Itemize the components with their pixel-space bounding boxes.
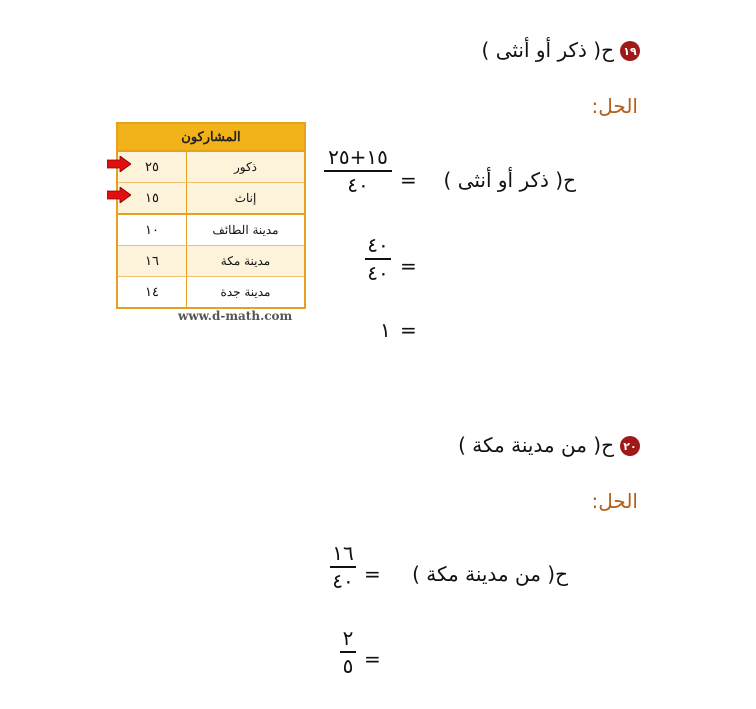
question-19-heading: ح( ذكر أو أنثى ) [481, 38, 614, 62]
q20-step2-fraction [340, 627, 356, 677]
table-cell-label: مدينة الطائف [212, 223, 279, 237]
fraction-numerator: ٢ [342, 626, 354, 650]
table-row [118, 152, 304, 183]
fraction-bar [340, 651, 356, 653]
fraction-denominator: ٥ [342, 654, 354, 678]
fraction-numerator: ١٦ [332, 541, 354, 565]
fraction-denominator: ٤٠ [347, 173, 369, 197]
q19-step1-fraction [324, 146, 392, 196]
participants-table [116, 122, 306, 309]
table-cell-value: ١٦ [118, 246, 187, 276]
question-20-solution-label: الحل: [591, 489, 638, 513]
fraction-bar [365, 258, 391, 260]
table-cell-label: مدينة جدة [220, 285, 271, 299]
equals-sign: = [364, 647, 381, 671]
q19-step2-fraction [365, 234, 391, 284]
table-row [118, 246, 304, 277]
question-20-number-badge: ٢٠ [620, 436, 640, 456]
fraction-numerator: ١٥+٢٥ [328, 145, 388, 169]
table-cell-label: ذكور [233, 160, 258, 174]
fraction-denominator: ٤٠ [367, 261, 389, 285]
equals-sign: = [400, 254, 417, 278]
table-row [118, 277, 304, 307]
participants-table-header: المشاركون [118, 124, 304, 152]
table-row [118, 183, 304, 215]
question-20-heading: ح( من مدينة مكة ) [458, 433, 614, 457]
fraction-bar [324, 170, 392, 172]
fraction-denominator: ٤٠ [332, 569, 354, 593]
q19-step3-value: ١ [380, 318, 391, 342]
table-row [118, 215, 304, 246]
right-arrow-icon [107, 187, 131, 203]
table-cell-label: إناث [234, 191, 257, 205]
source-url: www.d-math.com [178, 309, 293, 323]
table-cell-value: ١٤ [118, 277, 187, 307]
table-cell-value: ٢٥ [118, 152, 187, 182]
equals-sign: = [400, 318, 417, 342]
table-cell-label: مدينة مكة [220, 254, 271, 268]
q20-step1-fraction [330, 542, 356, 592]
table-cell-value: ١٠ [118, 215, 187, 245]
fraction-numerator: ٤٠ [367, 233, 389, 257]
table-cell-value: ١٥ [118, 183, 187, 213]
right-arrow-icon [107, 156, 131, 172]
equals-sign: = [400, 168, 417, 192]
question-19-solution-label: الحل: [591, 94, 638, 118]
q19-step1-lhs: ح( ذكر أو أنثى ) [443, 168, 576, 192]
fraction-bar [330, 566, 356, 568]
equals-sign: = [364, 562, 381, 586]
question-19-number-badge: ١٩ [620, 41, 640, 61]
q20-step1-lhs: ح( من مدينة مكة ) [412, 562, 568, 586]
